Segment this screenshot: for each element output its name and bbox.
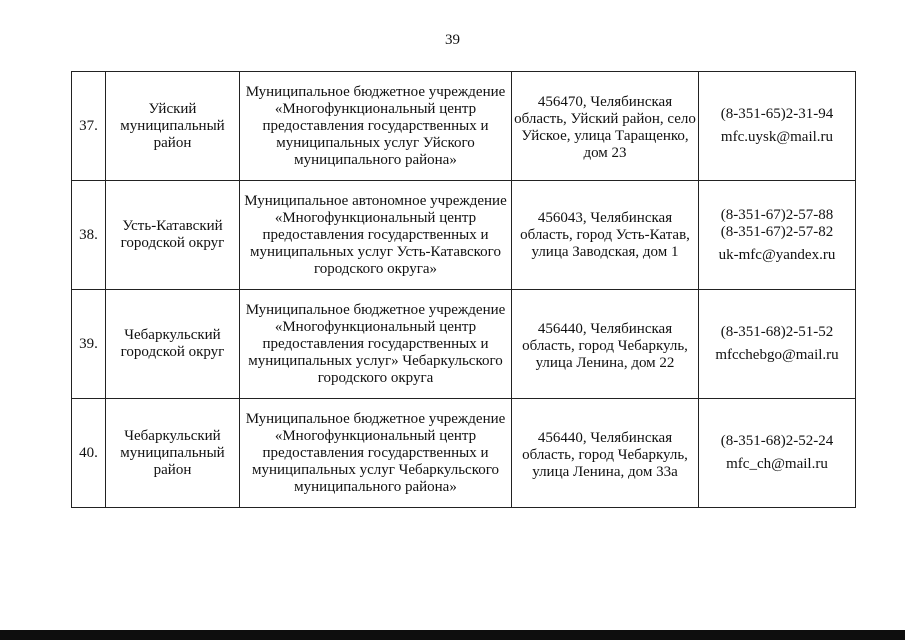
postal-address: 456440, Челябинская область, город Чебаркуль, улица Ленина, дом 22 xyxy=(512,290,699,399)
organization-name: Муниципальное бюджетное учреждение «Многофункциональный центр предоставления государственных и муниципальных услуг Чебаркульского муниципального района» xyxy=(240,399,512,508)
table-row xyxy=(72,290,856,399)
row-number: 40. xyxy=(72,399,106,508)
district-name: Чебаркульский муниципальный район xyxy=(106,399,240,508)
postal-address: 456440, Челябинская область, город Чебаркуль, улица Ленина, дом 33а xyxy=(512,399,699,508)
row-number: 37. xyxy=(72,72,106,181)
scan-bottom-edge xyxy=(0,630,905,640)
email-address[interactable]: mfc_ch@mail.ru xyxy=(726,456,828,472)
contact-cell xyxy=(699,72,856,181)
email-address[interactable]: uk-mfc@yandex.ru xyxy=(718,246,836,263)
row-number: 39. xyxy=(72,290,106,399)
mfc-registry-table xyxy=(71,71,856,508)
phone-number: (8-351-65)2-31-94 xyxy=(720,106,834,122)
organization-name: Муниципальное автономное учреждение «Многофункциональный центр предоставления государственных и муниципальных услуг Усть-Катавского городского округа» xyxy=(240,181,512,290)
contact-cell xyxy=(699,181,856,290)
contact-cell xyxy=(699,399,856,508)
organization-name: Муниципальное бюджетное учреждение «Многофункциональный центр предоставления государственных и муниципальных услуг» Чебаркульского городского округа xyxy=(240,290,512,399)
table-row xyxy=(72,72,856,181)
phone-number: (8-351-68)2-52-24 xyxy=(720,433,834,449)
district-name: Уйский муниципальный район xyxy=(106,72,240,181)
table-row xyxy=(72,181,856,290)
email-address[interactable]: mfc.uysk@mail.ru xyxy=(720,129,834,145)
email-address[interactable]: mfcchebgo@mail.ru xyxy=(715,347,839,363)
organization-name: Муниципальное бюджетное учреждение «Многофункциональный центр предоставления государственных и муниципальных услуг Уйского муниципального района» xyxy=(240,72,512,181)
phone-number: (8-351-68)2-51-52 xyxy=(720,324,834,340)
district-name: Усть-Катавский городской округ xyxy=(106,181,240,290)
row-number: 38. xyxy=(72,181,106,290)
table-row xyxy=(72,399,856,508)
page-number: 39 xyxy=(445,32,460,48)
postal-address: 456470, Челябинская область, Уйский район, село Уйское, улица Таращенко, дом 23 xyxy=(512,72,699,181)
district-name: Чебаркульский городской округ xyxy=(106,290,240,399)
phone-number: (8-351-67)2-57-88 xyxy=(720,206,834,223)
postal-address: 456043, Челябинская область, город Усть-Катав, улица Заводская, дом 1 xyxy=(512,181,699,290)
contact-cell xyxy=(699,290,856,399)
phone-number: (8-351-67)2-57-82 xyxy=(720,223,834,240)
